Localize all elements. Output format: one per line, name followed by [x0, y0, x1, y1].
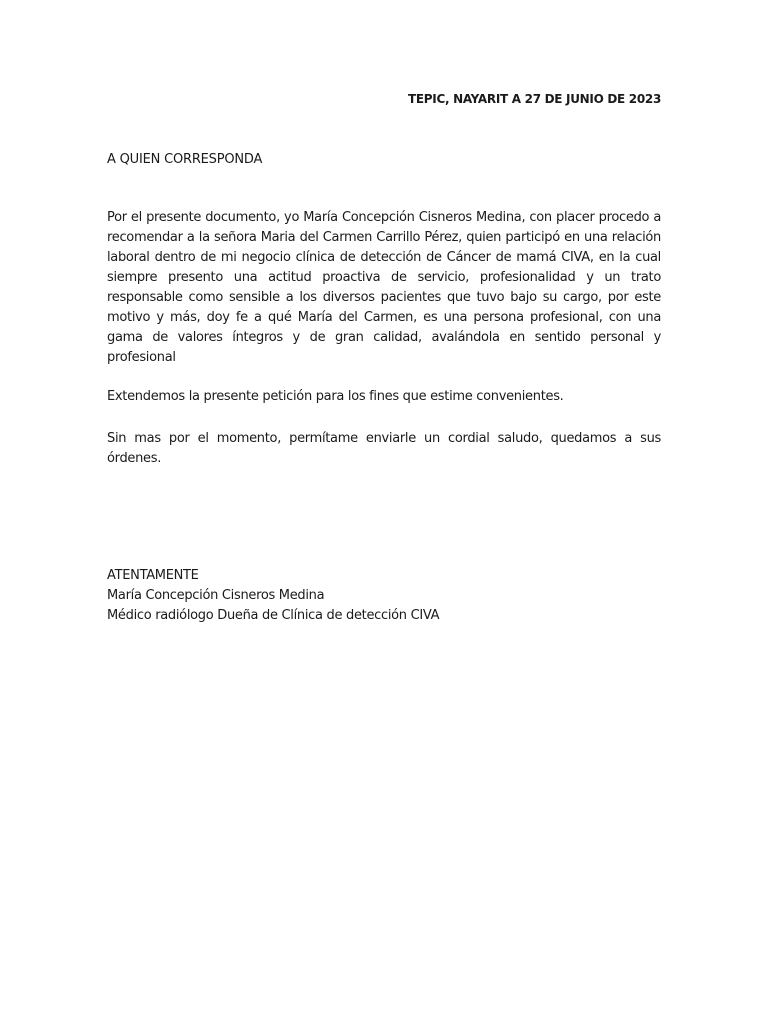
body-paragraph-purpose: Extendemos la presente petición para los fines que estime convenientes.	[107, 389, 564, 404]
body-paragraph-farewell: Sin mas por el momento, permítame enviarle un cordial saludo, quedamos a sus órdenes.	[107, 431, 661, 466]
signer-title: Médico radiólogo Dueña de Clínica de detección CIVA	[107, 608, 440, 623]
salutation: A QUIEN CORRESPONDA	[107, 152, 263, 167]
signer-name: María Concepción Cisneros Medina	[107, 588, 325, 603]
closing-block	[107, 566, 439, 626]
valediction: ATENTAMENTE	[107, 568, 199, 583]
body-paragraph-recommendation: Por el presente documento, yo María Concepción Cisneros Medina, con placer procedo a recomendar a la señora Maria del Carmen Carrillo Pérez, quien participó en una relación laboral dentro de mi negocio clínica de detección de Cáncer de mamá CIVA, en la cual siempre presento una actitud proactiva de servicio, profesionalidad y un trato responsable como sensible a los diversos pacientes que tuvo bajo su cargo, por este motivo y más, doy fe a qué María del Carmen, es una persona profesional, con una gama de valores íntegros y de gran calidad, avalándola en sentido personal y profesional	[107, 210, 661, 365]
date-line: TEPIC, NAYARIT A 27 DE JUNIO DE 2023	[408, 92, 661, 106]
